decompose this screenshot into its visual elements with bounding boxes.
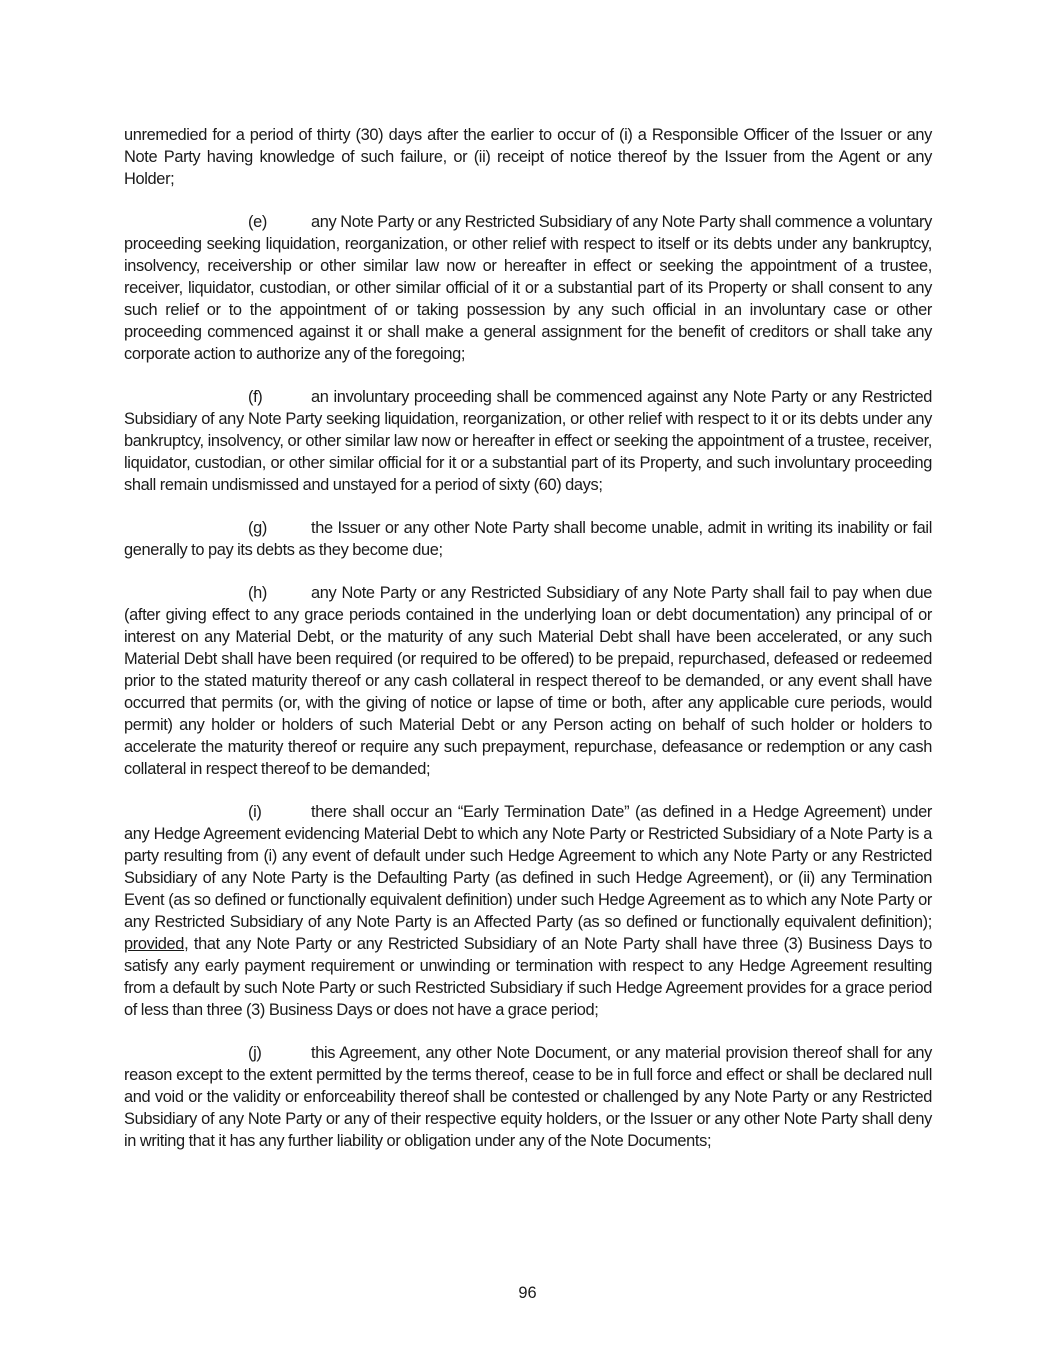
clause-text: the Issuer or any other Note Party shall become unable, admit in writing its inability or fail generally to pay its debts as they become due; xyxy=(124,519,932,559)
clause-f xyxy=(124,386,932,496)
clause-text-after: , that any Note Party or any Restricted Subsidiary of an Note Party shall have three (3) Business Days to satisfy any early payment requirement or unwinding or termination with respect to any Hedge Agreement resulting from a default by such Note Party or such Restricted Subsidiary if such Hedge Agreement provides for a grace period of less than three (3) Business Days or does not have a grace period; xyxy=(124,935,932,1019)
clause-label: (e) xyxy=(248,213,267,231)
clause-text: this Agreement, any other Note Document, or any material provision thereof shall for any reason except to the extent permitted by the terms thereof, cease to be in full force and effect or shall be declared null and void or the validity or enforceability thereof shall be contested or challenged by any Note Party or any Restricted Subsidiary of any Note Party or any of their respective equity holders, or the Issuer or any other Note Party shall deny in writing that it has any further liability or obligation under any of the Note Documents; xyxy=(124,1044,932,1150)
clause-text: any Note Party or any Restricted Subsidiary of any Note Party shall commence a voluntary proceeding seeking liquidation, reorganization, or other relief with respect to itself or its debts under any bankruptcy, insolvency, receivership or other similar law now or hereafter in effect or seeking the appointment of a trustee, receiver, liquidator, custodian, or other similar official of it or a substantial part of its Property or shall consent to any such relief or to the appointment of or taking possession by any such official in an involuntary case or other proceeding commenced against it or shall make a general assignment for the benefit of creditors or shall take any corporate action to authorize any of the foregoing; xyxy=(124,213,932,363)
clause-text: an involuntary proceeding shall be commenced against any Note Party or any Restricted Subsidiary of any Note Party seeking liquidation, reorganization, or other relief with respect to it or its debts under any bankruptcy, insolvency, or other similar law now or hereafter in effect or seeking the appointment of a trustee, receiver, liquidator, custodian, or other similar official for it or a substantial part of its Property, and such involuntary proceeding shall remain undismissed and unstayed for a period of sixty (60) days; xyxy=(124,388,932,494)
clause-i xyxy=(124,801,932,1021)
clause-g xyxy=(124,517,932,561)
clause-label: (i) xyxy=(248,803,262,821)
clause-j xyxy=(124,1042,932,1152)
clause-text-before: there shall occur an “Early Termination Date” (as defined in a Hedge Agreement) under any Hedge Agreement evidencing Material Debt to which any Note Party or Restricted Subsidiary of a Note Party is a party resulting from (i) any event of default under such Hedge Agreement to which any Note Party or any Restricted Subsidiary of any Note Party is the Defaulting Party (as defined in such Hedge Agreement), or (ii) any Termination Event (as so defined or functionally equivalent definition) under such Hedge Agreement as to which any Note Party or any Restricted Subsidiary of any Note Party is an Affected Party (as so defined or functionally equivalent definition); xyxy=(124,803,932,931)
clause-label: (j) xyxy=(248,1044,262,1062)
continuation-paragraph: unremedied for a period of thirty (30) days after the earlier to occur of (i) a Responsible Officer of the Issuer or any Note Party having knowledge of such failure, or (ii) receipt of notice thereof by the Issuer from the Agent or any Holder; xyxy=(124,126,932,188)
clause-label: (h) xyxy=(248,584,267,602)
clause-label: (g) xyxy=(248,519,267,537)
clause-label: (f) xyxy=(248,388,263,406)
page-number: 96 xyxy=(518,1284,537,1302)
document-body xyxy=(124,124,932,1173)
clause-text: any Note Party or any Restricted Subsidiary of any Note Party shall fail to pay when due (after giving effect to any grace periods contained in the underlying loan or debt documentation) any principal of or interest on any Material Debt, or the maturity of any such Material Debt shall have been accelerated, or any such Material Debt shall have been required (or required to be offered) to be prepaid, repurchased, defeased or redeemed prior to the stated maturity thereof or any cash collateral in respect thereof to be demanded, or any event shall have occurred that permits (or, with the giving of notice or lapse of time or both, after any applicable cure periods, would permit) any holder or holders of such Material Debt or any Person acting on behalf of such holder or holders to accelerate the maturity thereof or require any such prepayment, repurchase, defeasance or redemption or any cash collateral in respect thereof to be demanded; xyxy=(124,584,932,778)
provided-term: provided xyxy=(124,935,185,953)
clause-e xyxy=(124,211,932,365)
clause-h xyxy=(124,582,932,780)
